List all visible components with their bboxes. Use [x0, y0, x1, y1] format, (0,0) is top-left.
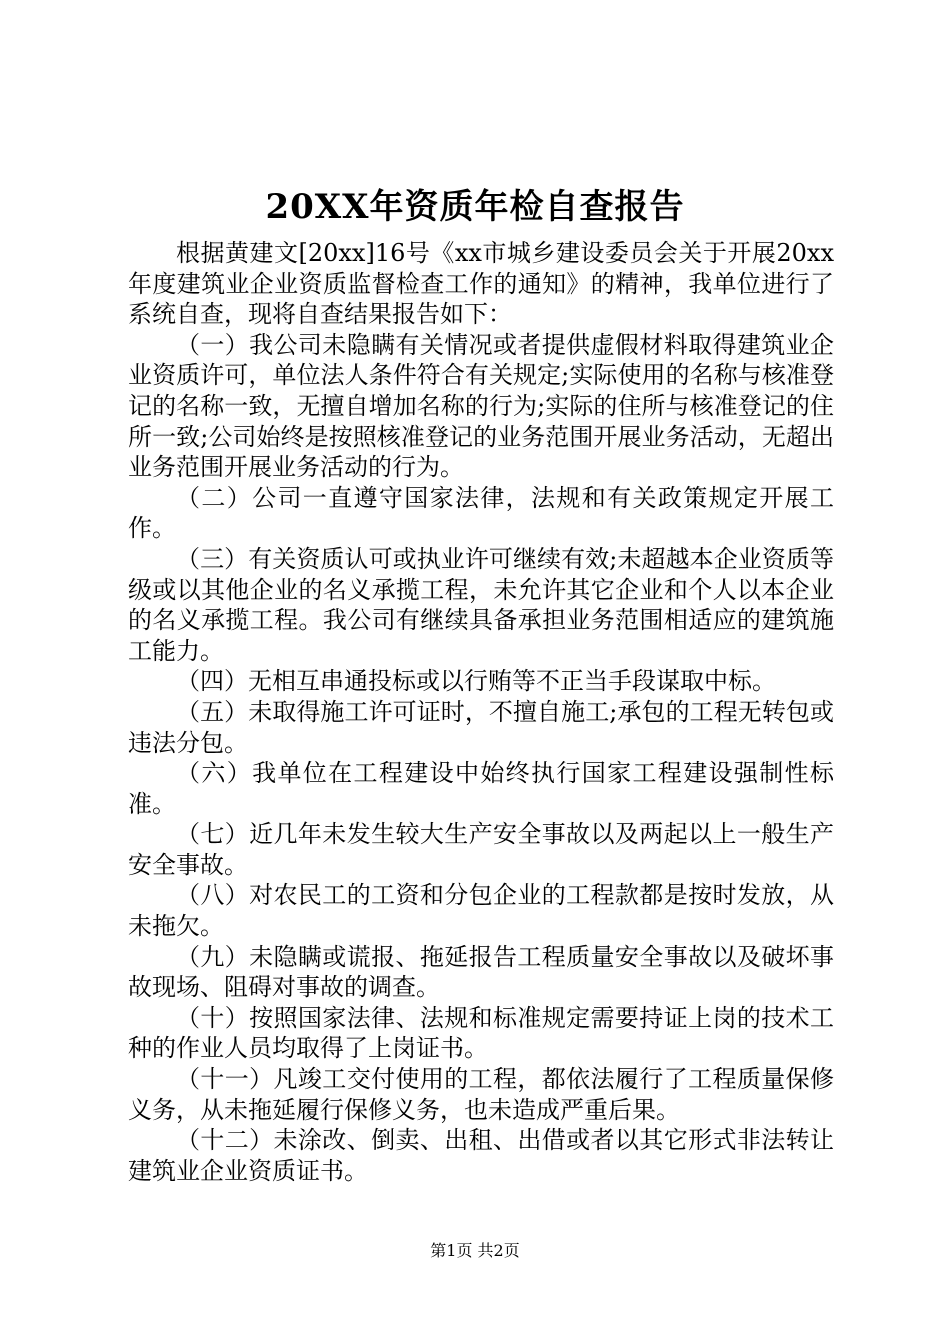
document-body: [128, 238, 834, 1186]
paragraph-item-8: （八）对农民工的工资和分包企业的工程款都是按时发放，从未拖欠。: [128, 881, 834, 941]
document-title: 20XX年资质年检自查报告: [265, 187, 685, 227]
paragraph-item-6: （六）我单位在工程建设中始终执行国家工程建设强制性标准。: [128, 759, 834, 818]
paragraph-item-4: （四）无相互串通投标或以行贿等不正当手段谋取中标。: [176, 667, 776, 696]
paragraph-item-5: （五）未取得施工许可证时，不擅自施工;承包的工程无转包或违法分包。: [128, 697, 834, 757]
paragraph-item-1: （一）我公司未隐瞒有关情况或者提供虚假材料取得建筑业企业资质许可，单位法人条件符合有关规定;实际使用的名称与核准登记的名称一致，无擅自增加名称的行为;实际的住所与核准登记的住所一致;公司始终是按照核准登记的业务范围开展业务活动，无超出业务范围开展业务活动的行为。: [128, 330, 834, 482]
paragraph-item-2: （二）公司一直遵守国家法律，法规和有关政策规定开展工作。: [128, 483, 834, 543]
paragraph-item-3: （三）有关资质认可或执业许可继续有效;未超越本企业资质等级或以其他企业的名义承揽工程，未允许其它企业和个人以本企业的名义承揽工程。我公司有继续具备承担业务范围相适应的建筑施工能力。: [128, 544, 834, 665]
paragraph-item-10: （十）按照国家法律、法规和标准规定需要持证上岗的技术工种的作业人员均取得了上岗证书。: [128, 1003, 834, 1063]
paragraph-item-11: （十一）凡竣工交付使用的工程，都依法履行了工程质量保修义务，从未拖延履行保修义务，也未造成严重后果。: [128, 1065, 834, 1124]
paragraph-item-12: （十二）未涂改、倒卖、出租、出借或者以其它形式非法转让建筑业企业资质证书。: [128, 1126, 834, 1185]
paragraph-item-9: （九）未隐瞒或谎报、拖延报告工程质量安全事故以及破坏事故现场、阻碍对事故的调查。: [128, 942, 834, 1002]
page-number-footer: 第1页 共2页: [430, 1241, 520, 1260]
paragraph-item-7: （七）近几年未发生较大生产安全事故以及两起以上一般生产安全事故。: [128, 820, 834, 879]
paragraph-intro: 根据黄建文[20xx]16号《xx市城乡建设委员会关于开展20xx年度建筑业企业资质监督检查工作的通知》的精神，我单位进行了系统自查，现将自查结果报告如下：: [128, 239, 834, 329]
